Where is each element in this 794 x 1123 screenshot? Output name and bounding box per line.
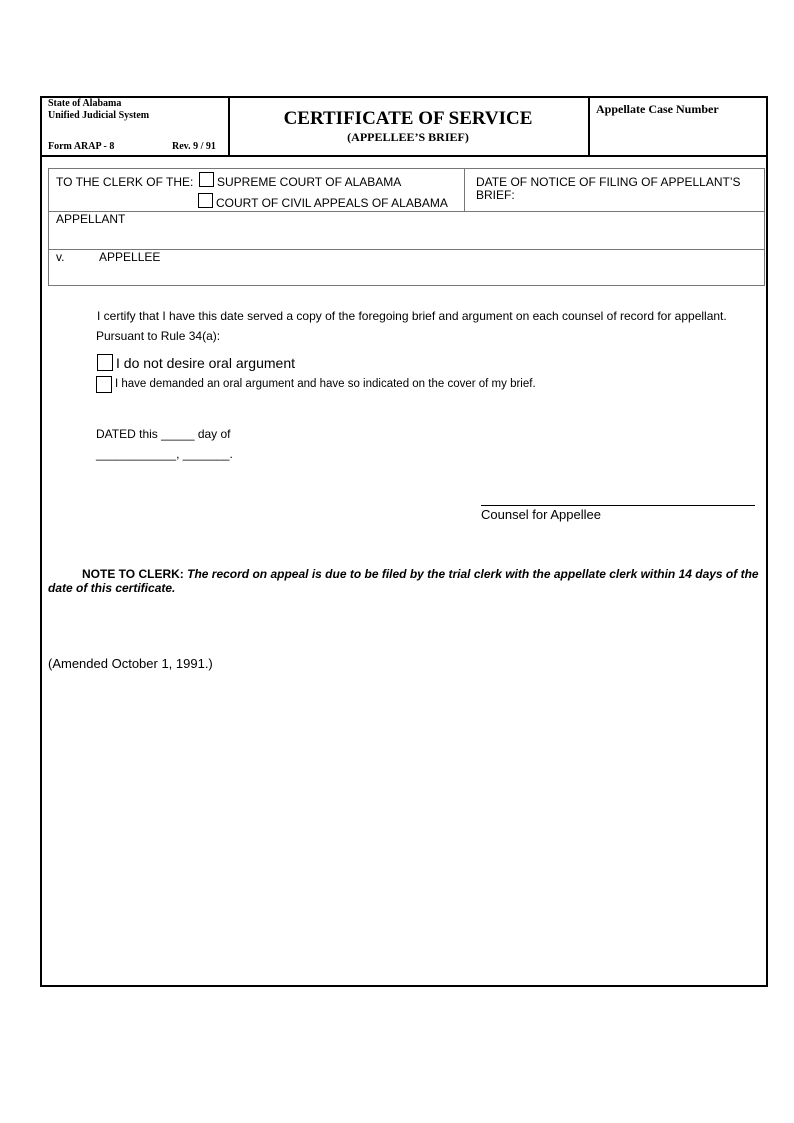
page-subtitle: (APPELLEE’S BRIEF): [347, 130, 469, 144]
versus-label: v.: [56, 250, 65, 264]
judicial-system: Unified Judicial System: [48, 110, 150, 121]
no-oral-argument-checkbox[interactable]: [97, 354, 113, 371]
oral-argument-demanded-checkbox[interactable]: [96, 376, 112, 393]
signature-label: Counsel for Appellee: [481, 507, 601, 522]
appellee-field[interactable]: [52, 265, 760, 283]
dated-day-line: DATED this _____ day of: [96, 427, 231, 441]
clerk-table-top: [48, 168, 765, 169]
clerk-table-bottom: [48, 285, 765, 286]
header-divider-right: [588, 97, 590, 155]
case-number-field[interactable]: [592, 120, 764, 152]
oral-argument-demanded-label: I have demanded an oral argument and have so indicated on the cover of my brief.: [115, 378, 536, 390]
page-title: CERTIFICATE OF SERVICE: [283, 108, 533, 129]
form-number: Form ARAP - 8: [48, 141, 115, 152]
form-revision: Rev. 9 / 91: [172, 141, 216, 152]
date-notice-label: DATE OF NOTICE OF FILING OF APPELLANT’S: [476, 175, 741, 189]
rule-reference: Pursuant to Rule 34(a):: [96, 329, 221, 343]
appellant-label: APPELLANT: [56, 212, 126, 226]
signature-line[interactable]: [481, 505, 755, 506]
supreme-court-checkbox[interactable]: [199, 172, 214, 187]
header-bottom-rule: [41, 155, 767, 157]
clerk-table-row1: [48, 211, 765, 212]
case-number-label: Appellate Case Number: [596, 102, 719, 116]
amended-note: (Amended October 1, 1991.): [48, 656, 213, 671]
appellee-label: APPELLEE: [99, 250, 161, 264]
supreme-court-label: SUPREME COURT OF ALABAMA: [217, 175, 402, 189]
note-label: NOTE TO CLERK:: [82, 567, 184, 581]
no-oral-argument-label: I do not desire oral argument: [116, 355, 295, 371]
civil-appeals-checkbox[interactable]: [198, 193, 213, 208]
date-notice-label-cont: BRIEF:: [476, 188, 515, 202]
note-text: The record on appeal is due to be filed by the trial clerk with the appellate clerk within 14 days of the: [187, 567, 759, 581]
clerk-table-left: [48, 168, 49, 285]
note-to-clerk: [82, 567, 759, 581]
to-clerk-label: TO THE CLERK OF THE:: [56, 175, 194, 189]
appellant-field[interactable]: [52, 228, 760, 246]
civil-appeals-label: COURT OF CIVIL APPEALS OF ALABAMA: [216, 196, 448, 210]
dated-month-year-line: ____________, _______.: [96, 447, 233, 461]
note-text-continued: date of this certificate.: [48, 581, 176, 595]
clerk-table-divider: [464, 168, 465, 211]
state-name: State of Alabama: [48, 98, 122, 109]
certification-statement: I certify that I have this date served a copy of the foregoing brief and argument on each counsel of record for appellant.: [97, 309, 727, 323]
clerk-table-right: [764, 168, 765, 285]
